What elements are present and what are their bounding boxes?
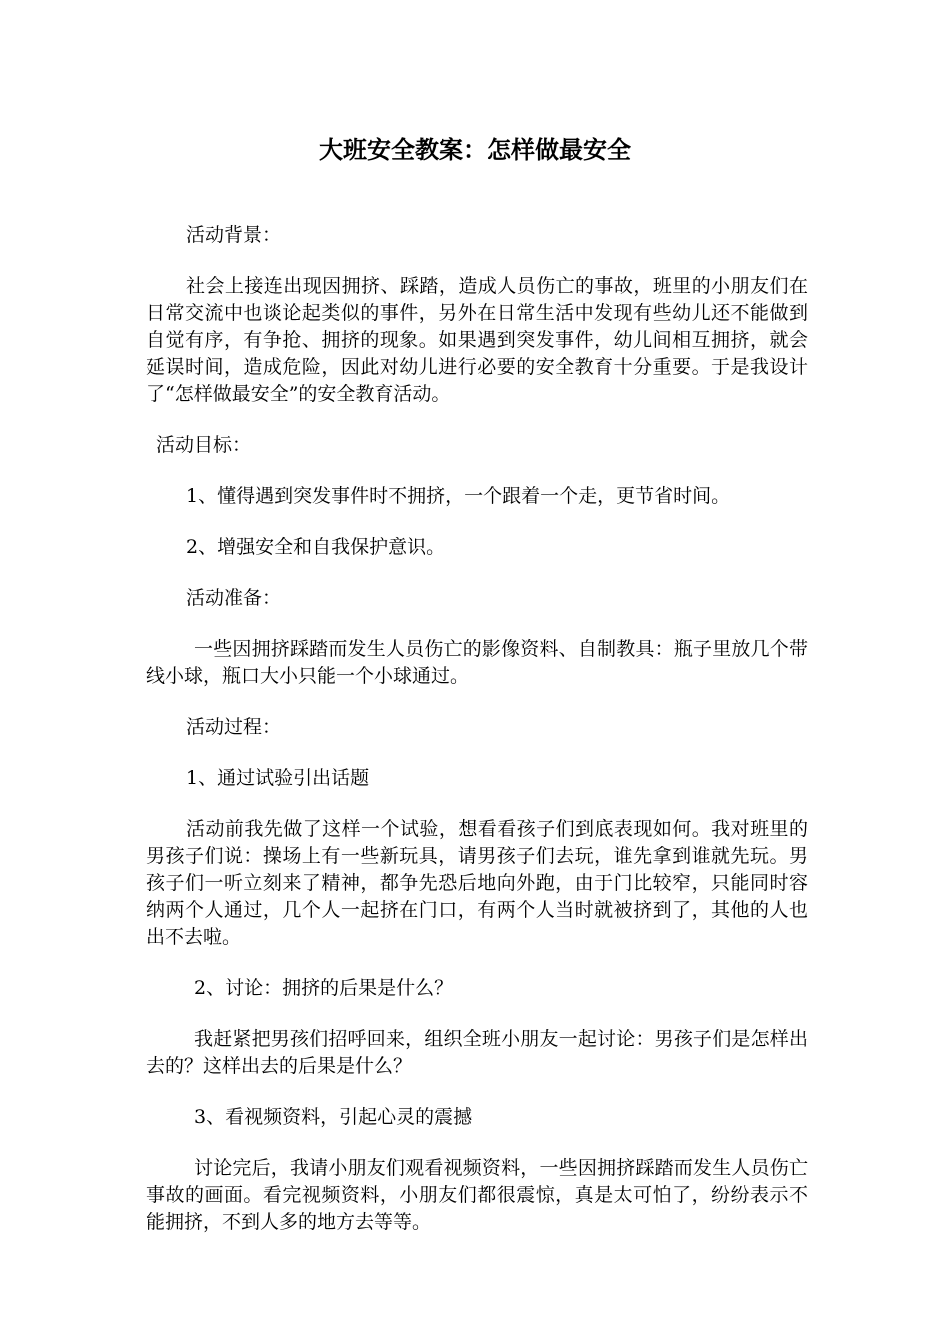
list-item-goal-1: 1、懂得遇到突发事件时不拥挤，一个跟着一个走，更节省时间。 [186,485,731,507]
paragraph-step-3: 讨论完后，我请小朋友们观看视频资料，一些因拥挤踩踏而发生人员伤亡事故的画面。看完视频资料，小朋友们都很震惊，真是太可怕了，纷纷表示不能拥挤，不到人多的地方去等等。 [146,1157,808,1233]
section-heading-process: 活动过程： [186,716,282,738]
step-heading-1: 1、通过试验引出话题 [186,767,370,789]
section-heading-goals: 活动目标： [156,434,252,456]
section-heading-background: 活动背景： [186,224,282,246]
section-heading-preparation: 活动准备： [186,587,282,609]
list-item-goal-2: 2、增强安全和自我保护意识。 [186,536,446,558]
step-heading-3: 3、看视频资料，引起心灵的震撼 [194,1106,473,1128]
paragraph-background: 社会上接连出现因拥挤、踩踏，造成人员伤亡的事故，班里的小朋友们在日常交流中也谈论起类似的事件，另外在日常生活中发现有些幼儿还不能做到自觉有序，有争抢、拥挤的现象。如果遇到突发事件，幼儿间相互拥挤，就会延误时间，造成危险，因此对幼儿进行必要的安全教育十分重要。于是我设计了“怎样做最安全”的安全教育活动。 [146,275,808,405]
paragraph-step-2: 我赶紧把男孩们招呼回来，组织全班小朋友一起讨论：男孩子们是怎样出去的？这样出去的后果是什么？ [146,1028,808,1077]
paragraph-preparation: 一些因拥挤踩踏而发生人员伤亡的影像资料、自制教具：瓶子里放几个带线小球，瓶口大小只能一个小球通过。 [146,638,808,687]
document-body [146,222,808,1260]
paragraph-step-1: 活动前我先做了这样一个试验，想看看孩子们到底表现如何。我对班里的男孩子们说：操场上有一些新玩具，请男孩子们去玩，谁先拿到谁就先玩。男孩子们一听立刻来了精神，都争先恐后地向外跑，由于门比较窄，只能同时容纳两个人通过，几个人一起挤在门口，有两个人当时就被挤到了，其他的人也出不去啦。 [146,818,808,948]
document-title: 大班安全教案：怎样做最安全 [319,136,631,164]
step-heading-2: 2、讨论：拥挤的后果是什么？ [194,977,454,999]
